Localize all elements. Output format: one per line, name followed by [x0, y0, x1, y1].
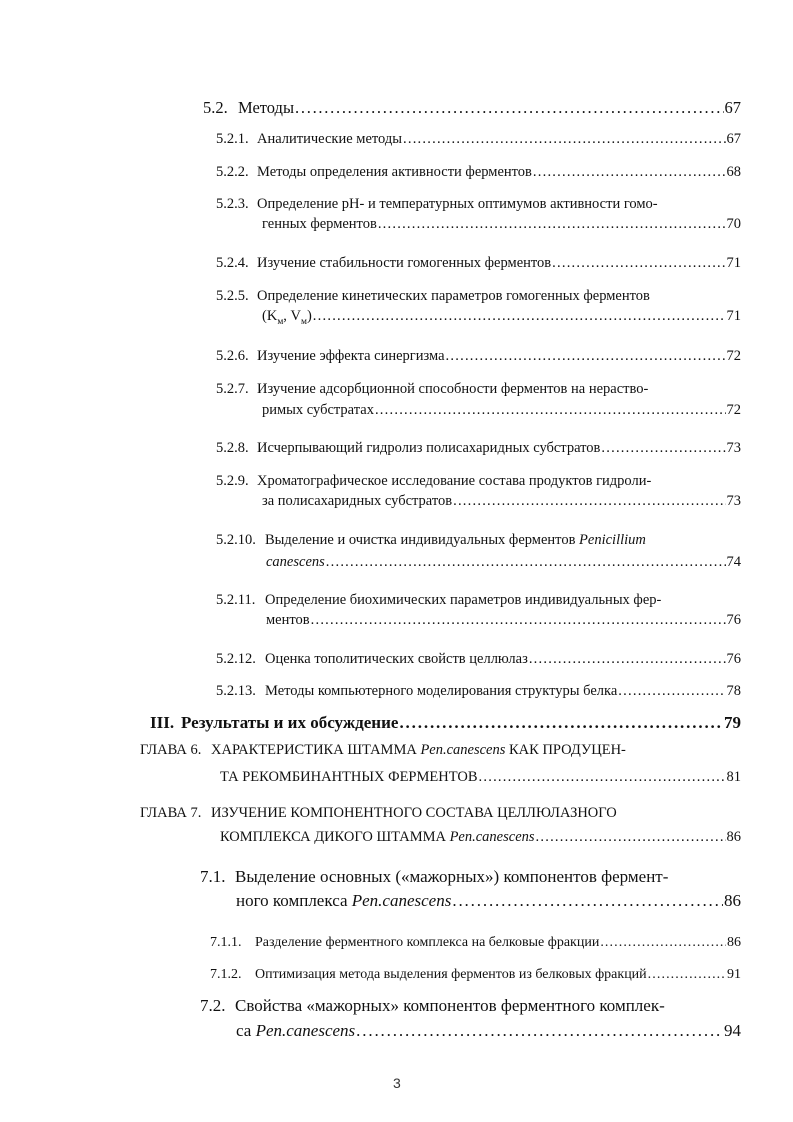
toc-page-number: 71 [726, 308, 741, 325]
toc-entry-title [255, 967, 647, 984]
toc-entry-text: Выделение основных («мажорных») компонентов фермент- [235, 866, 669, 886]
toc-entry-line[interactable] [200, 867, 668, 887]
dot-leader [446, 348, 726, 365]
toc-entry-text: Pen.canescens [449, 829, 535, 846]
toc-entry-text: Свойства «мажорных» компонентов ферментного комплек- [235, 995, 665, 1015]
toc-entry-text: ИЗУЧЕНИЕ КОМПОНЕНТНОГО СОСТАВА ЦЕЛЛЮЛАЗНОГО [211, 805, 617, 822]
toc-entry-text: Аналитические методы [257, 131, 402, 148]
toc-entry-number: 5.2.6. [216, 348, 249, 365]
toc-entry-text: м [301, 317, 307, 328]
toc-entry-line-with-page[interactable] [236, 1021, 741, 1041]
toc-entry-title [265, 532, 646, 549]
toc-entry-number: ГЛАВА 7. [140, 805, 202, 822]
toc-entry-text: Изучение стабильности гомогенных ферментов [257, 255, 552, 272]
dot-leader [533, 164, 726, 181]
toc-entry-text: са [236, 1020, 256, 1040]
toc-entry-text: Методы [238, 98, 295, 118]
toc-entry-text: КАК ПРОДУЦЕН- [505, 742, 626, 759]
toc-entry-title [265, 683, 617, 700]
toc-entry-number: 7.1.1. [210, 934, 242, 950]
toc-entry-text: Penicillium [579, 532, 646, 549]
toc-entry-title [262, 308, 312, 328]
toc-entry-title [235, 867, 668, 887]
toc-entry-text: Оценка тополитических свойств целлюлаз [265, 651, 528, 668]
toc-entry-title [257, 288, 650, 305]
toc-entry-title [257, 473, 651, 490]
toc-page-number: 67 [724, 98, 741, 118]
toc-entry-text: Pen.canescens [351, 890, 452, 910]
toc-entry-number: 5.2.1. [216, 131, 249, 148]
toc-entry-title [265, 651, 528, 668]
toc-entry-title [257, 381, 648, 398]
toc-entry-text: ного комплекса [236, 890, 352, 910]
toc-entry-number: 7.2. [200, 995, 226, 1015]
toc-entry-title [236, 891, 451, 911]
toc-entry-number: III. [150, 712, 175, 732]
toc-entry-title [220, 769, 478, 786]
toc-entry-text: Определение pH- и температурных оптимумов активности гомо- [257, 196, 658, 213]
toc-entry-text: ) [306, 308, 312, 325]
toc-entry-line-with-page[interactable] [216, 348, 741, 365]
toc-page-number: 79 [724, 712, 741, 732]
toc-entry-text: Результаты и их обсуждение [181, 712, 399, 732]
dot-leader [378, 216, 726, 233]
toc-entry-text: ментов [266, 612, 310, 629]
toc-entry-line-with-page[interactable] [266, 612, 741, 629]
dot-leader [479, 769, 726, 786]
toc-page-number: 86 [727, 934, 741, 950]
toc-page-number: 72 [726, 348, 741, 365]
toc-page-number: 68 [726, 164, 741, 181]
toc-page-number: 67 [726, 131, 741, 148]
toc-entry-line[interactable] [140, 742, 626, 759]
toc-entry-title [181, 713, 398, 733]
dot-leader [403, 131, 726, 148]
toc-entry-text: Изучение эффекта синергизма [257, 348, 445, 365]
toc-entry-number: 5.2.9. [216, 473, 249, 490]
toc-page-number: 94 [724, 1020, 741, 1040]
toc-entry-text: Выделение и очистка индивидуальных ферментов [265, 532, 580, 549]
dot-leader [295, 98, 723, 118]
toc-entry-number: 5.2.12. [216, 651, 256, 668]
toc-entry-text: за полисахаридных субстратов [262, 493, 453, 510]
toc-entry-number: 5.2.13. [216, 683, 256, 700]
dot-leader [648, 967, 726, 984]
toc-entry-title [265, 592, 661, 609]
toc-entry-title [266, 612, 310, 629]
toc-entry-line-with-page[interactable] [203, 98, 741, 118]
dot-leader [601, 440, 725, 457]
toc-entry-text: генных ферментов [262, 216, 377, 233]
toc-entry-number: 5.2.5. [216, 288, 249, 305]
toc-page-number: 76 [726, 651, 741, 668]
toc-entry-number: 5.2.4. [216, 255, 249, 272]
toc-entry-line-with-page[interactable] [150, 713, 741, 733]
toc-entry-line-with-page[interactable] [216, 440, 741, 457]
toc-page-number: 76 [726, 612, 741, 629]
toc-entry-text: Определение биохимических параметров индивидуальных фер- [265, 592, 662, 609]
toc-entry-line-with-page[interactable] [266, 554, 741, 571]
toc-entry-text: Разделение ферментного комплекса на белковые фракции [255, 934, 600, 950]
dot-leader [552, 255, 725, 272]
dot-leader [536, 829, 726, 846]
toc-page-number: 86 [726, 829, 741, 846]
dot-leader [529, 651, 726, 668]
toc-entry-title [257, 196, 658, 213]
toc-entry-title [211, 805, 617, 822]
dot-leader [313, 308, 726, 325]
toc-entry-title [257, 255, 551, 272]
toc-entry-number: 5.2.10. [216, 532, 256, 549]
toc-entry-line-with-page[interactable] [216, 131, 741, 148]
toc-entry-title [211, 742, 626, 759]
toc-entry-title [257, 164, 532, 181]
toc-page-number: 74 [726, 554, 741, 571]
toc-entry-number: 5.2.2. [216, 164, 249, 181]
toc-entry-line-with-page[interactable] [220, 769, 741, 786]
toc-entry-line[interactable] [216, 288, 650, 305]
toc-page-number: 86 [724, 890, 741, 910]
toc-entry-number: ГЛАВА 6. [140, 742, 202, 759]
toc-entry-line[interactable] [200, 996, 665, 1016]
page-number: 3 [393, 1075, 401, 1091]
toc-entry-title [262, 216, 377, 233]
toc-page-number: 73 [726, 493, 741, 510]
toc-entry-line-with-page[interactable] [216, 651, 741, 668]
toc-entry-line-with-page[interactable] [236, 891, 741, 911]
toc-entry-line-with-page[interactable] [216, 683, 741, 700]
toc-entry-number: 5.2.11. [216, 592, 256, 609]
toc-entry-line[interactable] [216, 532, 646, 549]
toc-entry-number: 7.1. [200, 866, 226, 886]
toc-entry-line[interactable] [216, 381, 648, 398]
toc-entry-line-with-page[interactable] [216, 255, 741, 272]
dot-leader [326, 554, 726, 571]
toc-entry-text: КОМПЛЕКСА ДИКОГО ШТАММА [220, 829, 450, 846]
toc-entry-line-with-page[interactable] [262, 493, 741, 510]
toc-entry-text: Pen.canescens [420, 742, 506, 759]
toc-entry-line-with-page[interactable] [262, 402, 741, 419]
toc-entry-text: ТА РЕКОМБИНАНТНЫХ ФЕРМЕНТОВ [220, 769, 478, 786]
toc-entry-title [266, 554, 325, 571]
toc-page-number: 71 [726, 255, 741, 272]
toc-entry-text: ХАРАКТЕРИСТИКА ШТАММА [211, 742, 421, 759]
toc-entry-text: Pen.canescens [255, 1020, 356, 1040]
toc-entry-title [262, 402, 374, 419]
toc-entry-number: 5.2.7. [216, 381, 249, 398]
toc-entry-title [238, 98, 294, 118]
toc-entry-number: 7.1.2. [210, 966, 242, 982]
toc-entry-line[interactable] [140, 805, 617, 822]
toc-page-number: 91 [727, 966, 741, 982]
toc-entry-text: (K [262, 308, 278, 325]
dot-leader [399, 713, 723, 733]
toc-entry-title [257, 348, 445, 365]
toc-entry-text: римых субстратах [262, 402, 374, 419]
toc-entry-line-with-page[interactable] [220, 829, 741, 846]
toc-entry-text: Оптимизация метода выделения ферментов из белковых фракций [255, 966, 647, 982]
toc-entry-line-with-page[interactable] [216, 164, 741, 181]
dot-leader [375, 402, 726, 419]
toc-entry-text: , V [283, 308, 301, 325]
toc-entry-title [262, 493, 452, 510]
dot-leader [600, 935, 726, 952]
toc-entry-text: Изучение адсорбционной способности ферментов на нераство- [257, 381, 649, 398]
toc-page-number: 72 [726, 402, 741, 419]
dot-leader [452, 891, 723, 911]
toc-entry-number: 5.2.3. [216, 196, 249, 213]
toc-entry-line[interactable] [216, 592, 661, 609]
toc-entry-title [220, 829, 535, 846]
dot-leader [356, 1021, 723, 1041]
toc-entry-text: м [277, 317, 284, 328]
toc-entry-number: 5.2. [203, 98, 228, 118]
toc-page-number: 70 [726, 216, 741, 233]
toc-entry-title [235, 996, 665, 1016]
toc-entry-title [255, 935, 599, 952]
dot-leader [453, 493, 725, 510]
toc-entry-text: Методы определения активности ферментов [257, 164, 532, 181]
toc-entry-text: canescens [266, 554, 325, 571]
dot-leader [311, 612, 726, 629]
toc-entry-title [257, 131, 402, 148]
toc-entry-line-with-page[interactable] [210, 935, 741, 952]
toc-entry-line[interactable] [216, 196, 658, 213]
toc-entry-line[interactable] [216, 473, 651, 490]
toc-page-number: 78 [726, 683, 741, 700]
toc-page-number: 81 [726, 769, 741, 786]
toc-entry-line-with-page[interactable] [262, 216, 741, 233]
toc-entry-line-with-page[interactable] [262, 308, 741, 328]
toc-entry-text: Хроматографическое исследование состава продуктов гидроли- [257, 473, 652, 490]
toc-entry-number: 5.2.8. [216, 440, 249, 457]
toc-page-number: 73 [726, 440, 741, 457]
toc-entry-title [236, 1021, 355, 1041]
toc-entry-title [257, 440, 600, 457]
dot-leader [618, 683, 725, 700]
toc-entry-text: Исчерпывающий гидролиз полисахаридных субстратов [257, 440, 601, 457]
toc-entry-text: Определение кинетических параметров гомогенных ферментов [257, 288, 650, 305]
toc-entry-text: Методы компьютерного моделирования структуры белка [265, 683, 618, 700]
toc-entry-line-with-page[interactable] [210, 967, 741, 984]
